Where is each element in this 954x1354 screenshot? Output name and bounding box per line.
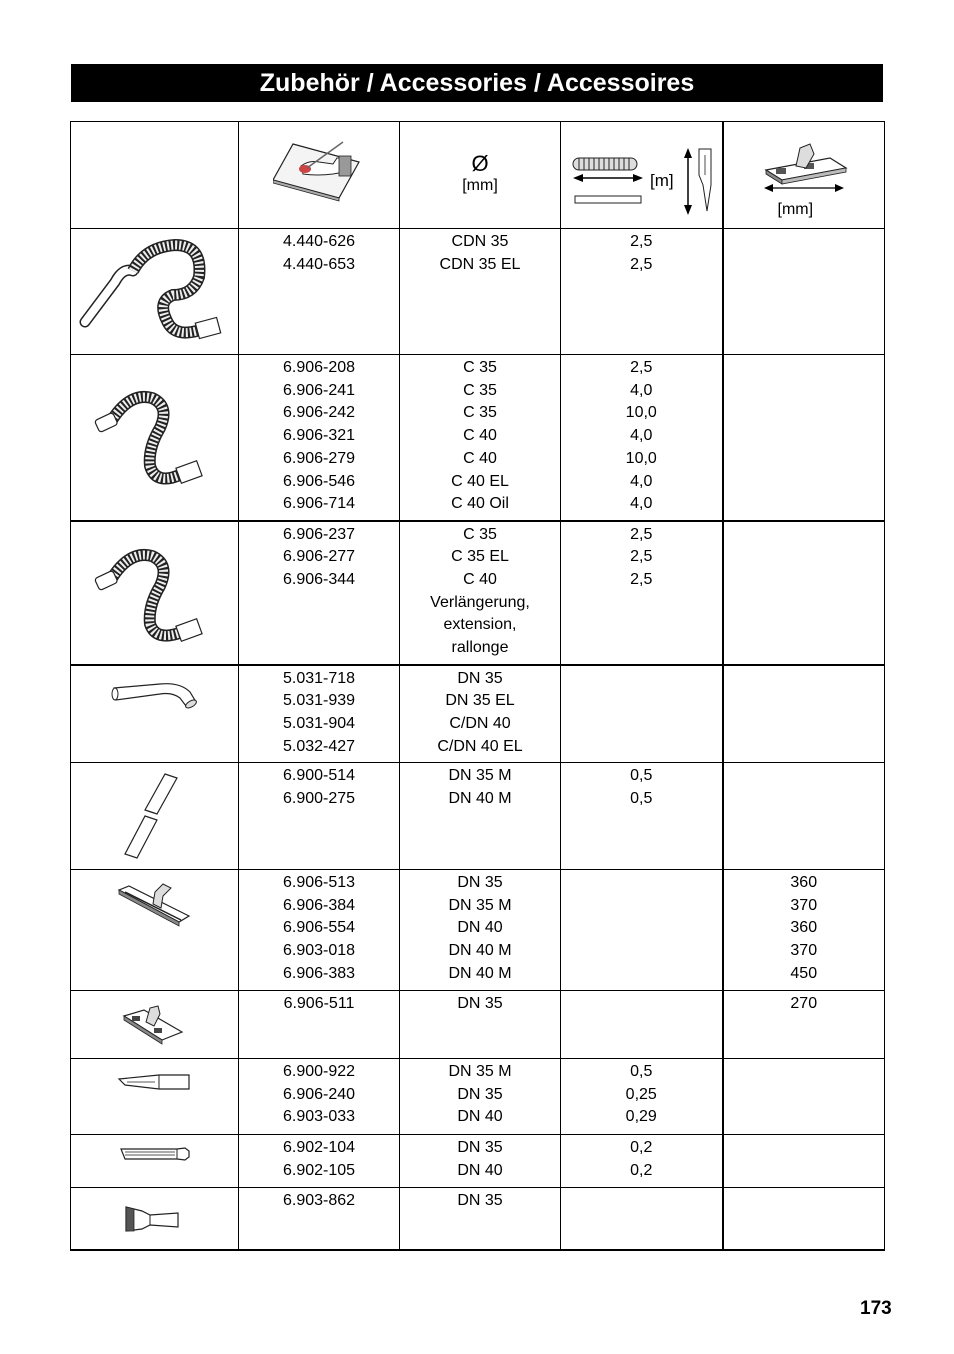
- diameter-value: DN 40 M: [448, 942, 512, 960]
- width-cell: [723, 763, 885, 870]
- diameter-value: C 40: [463, 570, 497, 588]
- header-image-cell: [71, 122, 239, 229]
- diameter-value: DN 35: [457, 995, 503, 1012]
- diameter-value: DN 35 EL: [445, 692, 515, 710]
- width-value: 450: [790, 964, 818, 982]
- crevice-nozzle-icon: [115, 1071, 195, 1093]
- upholstery-nozzle-icon: [120, 1201, 190, 1235]
- diameter-value: CDN 35 EL: [439, 255, 521, 273]
- floor-nozzle-wet-icon: [115, 880, 195, 930]
- diameter-value: DN 35: [457, 874, 503, 891]
- length-value: 2,5: [630, 570, 653, 588]
- diameter-value: C 35: [463, 359, 497, 376]
- product-image-cell: [71, 229, 239, 355]
- diameter-value: DN 40 M: [448, 964, 512, 982]
- table-row: [71, 1059, 885, 1135]
- diameter-note: extension,: [443, 616, 517, 634]
- part-number: 6.906-208: [282, 359, 356, 376]
- part-number: 6.906-240: [282, 1085, 356, 1103]
- length-value: 0,5: [630, 767, 653, 784]
- part-number: 5.032-427: [282, 737, 356, 755]
- diameter-cell: [400, 521, 561, 665]
- part-number-cell: [239, 665, 400, 763]
- diameter-value: DN 35: [457, 1085, 503, 1103]
- part-number: 6.906-383: [282, 964, 356, 982]
- part-number: 6.903-862: [282, 1192, 356, 1209]
- suction-hose-icon: [90, 382, 220, 492]
- width-value: 360: [790, 874, 818, 891]
- table-row: [71, 229, 885, 355]
- length-value: 2,5: [630, 525, 653, 543]
- page-title: Zubehör / Accessories / Accessoires: [71, 64, 883, 102]
- diameter-value: DN 40 M: [448, 789, 512, 807]
- length-cell: [561, 870, 723, 991]
- diameter-value: C 40: [463, 449, 497, 467]
- diameter-value: DN 40: [457, 1108, 503, 1126]
- width-cell: [723, 521, 885, 665]
- length-value: 0,2: [630, 1161, 653, 1179]
- product-image-cell: [71, 521, 239, 665]
- long-crevice-nozzle-icon: [115, 1145, 195, 1165]
- part-number-cell: [239, 1135, 400, 1188]
- part-number: 6.906-513: [282, 874, 356, 891]
- diameter-value: C 35: [463, 381, 497, 399]
- part-number: 5.031-904: [282, 714, 356, 732]
- width-cell: [723, 1188, 885, 1250]
- length-value: 0,2: [630, 1139, 653, 1156]
- part-number: 6.906-714: [282, 495, 356, 513]
- product-image-cell: [71, 991, 239, 1059]
- part-number: 6.902-105: [282, 1161, 356, 1179]
- part-number-cell: [239, 229, 400, 355]
- table-header-row: [71, 122, 885, 229]
- part-number: 6.906-279: [282, 449, 356, 467]
- table-row: [71, 991, 885, 1059]
- table-row: [71, 1188, 885, 1250]
- length-value: 2,5: [630, 359, 653, 376]
- length-cell: [561, 1059, 723, 1135]
- part-number: 6.906-242: [282, 404, 356, 422]
- length-value: 10,0: [625, 404, 657, 422]
- diameter-value: C 40: [463, 427, 497, 445]
- length-cell: [561, 763, 723, 870]
- diameter-value: DN 40: [457, 919, 503, 937]
- diameter-value: C 35: [463, 525, 497, 543]
- length-cell: [561, 1135, 723, 1188]
- diameter-cell: [400, 870, 561, 991]
- diameter-value: C/DN 40 EL: [437, 737, 523, 755]
- table-row: [71, 521, 885, 665]
- diameter-note: rallonge: [451, 639, 509, 657]
- diameter-value: DN 40: [457, 1161, 503, 1179]
- part-number: 6.903-018: [282, 942, 356, 960]
- width-cell: [723, 1135, 885, 1188]
- diameter-value: DN 35 M: [448, 896, 512, 914]
- table-row: [71, 665, 885, 763]
- part-number: 4.440-626: [282, 233, 356, 250]
- length-value: 10,0: [625, 449, 657, 467]
- part-number: 5.031-718: [282, 669, 356, 687]
- width-value: 370: [790, 942, 818, 960]
- diameter-value: DN 35: [457, 1192, 503, 1209]
- part-number-cell: [239, 1188, 400, 1250]
- suction-tubes-icon: [115, 768, 195, 864]
- header-diameter-cell: [400, 122, 561, 229]
- length-value: 4,0: [630, 427, 653, 445]
- part-number-cell: [239, 991, 400, 1059]
- part-number: 6.906-344: [282, 570, 356, 588]
- part-number-cell: [239, 521, 400, 665]
- length-value: 0,29: [625, 1108, 657, 1126]
- part-number: 6.906-241: [282, 381, 356, 399]
- diameter-value: CDN 35: [451, 233, 509, 250]
- width-cell: [723, 870, 885, 991]
- order-hand-writing-icon: [273, 136, 365, 206]
- part-number-cell: [239, 870, 400, 991]
- product-image-cell: [71, 665, 239, 763]
- diameter-unit: [mm]: [462, 176, 498, 194]
- width-cell: [723, 355, 885, 521]
- diameter-value: C 40 Oil: [451, 495, 509, 513]
- length-cell: [561, 1188, 723, 1250]
- part-number: 6.900-922: [282, 1063, 356, 1080]
- diameter-value: C 35: [463, 404, 497, 422]
- elbow-icon: [110, 676, 200, 710]
- width-cell: [723, 229, 885, 355]
- length-cell: [561, 521, 723, 665]
- length-unit: [m]: [650, 171, 674, 190]
- width-value: 370: [790, 896, 818, 914]
- part-number: 6.906-511: [283, 995, 355, 1012]
- diameter-value: C 35 EL: [451, 548, 509, 566]
- diameter-cell: [400, 1188, 561, 1250]
- header-order-number-cell: [239, 122, 400, 229]
- product-image-cell: [71, 1059, 239, 1135]
- diameter-value: C 40 EL: [451, 472, 509, 490]
- part-number: 6.906-384: [282, 896, 356, 914]
- diameter-cell: [400, 229, 561, 355]
- width-value: 360: [790, 919, 818, 937]
- product-image-cell: [71, 355, 239, 521]
- length-value: 2,5: [630, 548, 653, 566]
- header-width-cell: [723, 122, 885, 229]
- part-number: 6.900-514: [282, 767, 356, 784]
- table-row: [71, 763, 885, 870]
- diameter-symbol: Ø: [471, 150, 489, 176]
- length-cell: [561, 665, 723, 763]
- part-number: 4.440-653: [282, 255, 356, 273]
- diameter-cell: [400, 763, 561, 870]
- length-value: 0,5: [630, 789, 653, 807]
- part-number: 6.906-321: [282, 427, 356, 445]
- page-number: 173: [860, 1298, 892, 1319]
- part-number: 6.906-237: [282, 525, 356, 543]
- nozzle-width-icon: [760, 140, 856, 200]
- part-number: 6.906-546: [282, 472, 356, 490]
- part-number: 5.031-939: [282, 692, 356, 710]
- length-cell: [561, 355, 723, 521]
- table-row: [71, 1135, 885, 1188]
- accessories-table: [70, 121, 885, 1251]
- length-value: 4,0: [630, 495, 653, 513]
- width-cell: [723, 991, 885, 1059]
- length-value: 2,5: [630, 255, 653, 273]
- length-value: 4,0: [630, 381, 653, 399]
- header-length-cell: [561, 122, 723, 229]
- diameter-value: C/DN 40: [449, 714, 511, 732]
- floor-nozzle-switchable-icon: [120, 1002, 190, 1048]
- diameter-cell: [400, 1135, 561, 1188]
- length-value: 4,0: [630, 472, 653, 490]
- width-cell: [723, 1059, 885, 1135]
- length-value: 2,5: [630, 233, 653, 250]
- diameter-value: DN 35 M: [448, 767, 512, 784]
- table-row: [71, 870, 885, 991]
- diameter-value: DN 35: [457, 1139, 503, 1156]
- extension-hose-icon: [90, 538, 220, 648]
- hose-length-icon: [563, 145, 721, 215]
- part-number: 6.903-033: [282, 1108, 356, 1126]
- diameter-value: DN 35 M: [448, 1063, 512, 1080]
- length-cell: [561, 229, 723, 355]
- part-number: 6.902-104: [282, 1139, 356, 1156]
- width-value: 270: [790, 995, 818, 1012]
- diameter-cell: [400, 1059, 561, 1135]
- curved-suction-hose-icon: [75, 237, 235, 347]
- part-number: 6.906-277: [282, 548, 356, 566]
- part-number: 6.900-275: [282, 789, 356, 807]
- length-cell: [561, 991, 723, 1059]
- length-value: 0,5: [630, 1063, 653, 1080]
- diameter-cell: [400, 355, 561, 521]
- width-unit: [mm]: [777, 201, 814, 218]
- product-image-cell: [71, 1188, 239, 1250]
- table-row: [71, 355, 885, 521]
- part-number-cell: [239, 355, 400, 521]
- product-image-cell: [71, 1135, 239, 1188]
- diameter-cell: [400, 665, 561, 763]
- part-number-cell: [239, 1059, 400, 1135]
- diameter-cell: [400, 991, 561, 1059]
- product-image-cell: [71, 763, 239, 870]
- width-cell: [723, 665, 885, 763]
- product-image-cell: [71, 870, 239, 991]
- part-number: 6.906-554: [282, 919, 356, 937]
- length-value: 0,25: [625, 1085, 657, 1103]
- diameter-value: DN 35: [457, 669, 503, 687]
- part-number-cell: [239, 763, 400, 870]
- diameter-note: Verlängerung,: [430, 593, 530, 611]
